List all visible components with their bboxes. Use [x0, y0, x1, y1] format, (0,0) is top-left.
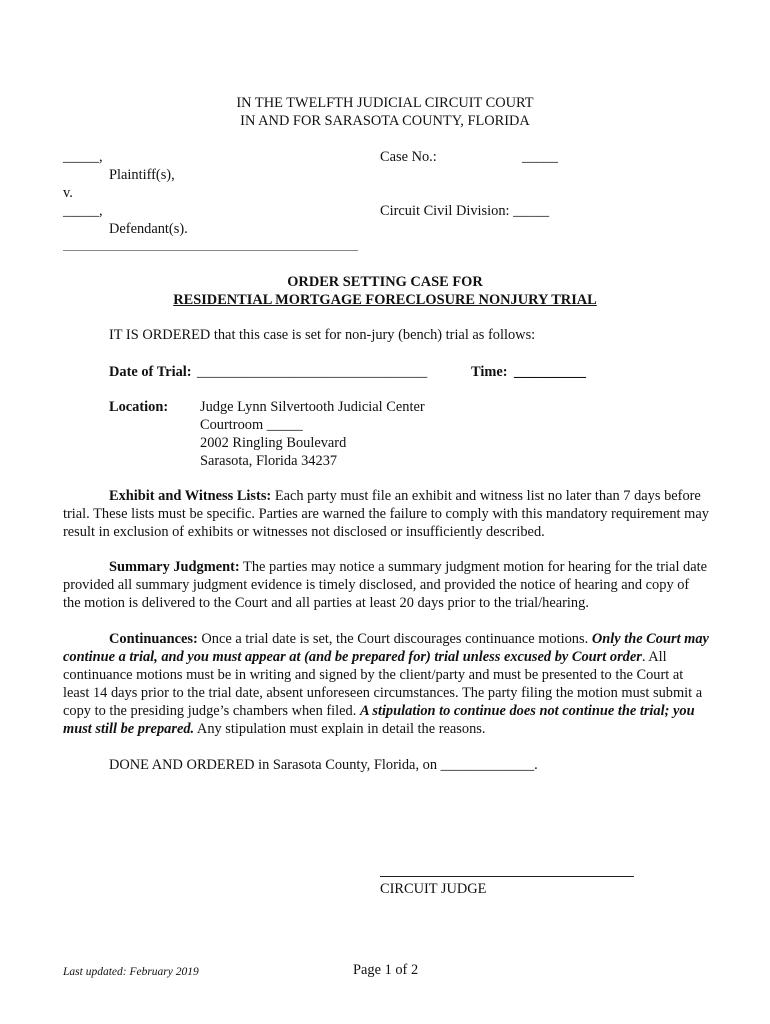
continuances-text-3: Any stipulation must explain in detail the reasons. — [194, 721, 486, 737]
location-line-2: Courtroom _____ — [200, 417, 303, 433]
court-name-line-2: IN AND FOR SARASOTA COUNTY, FLORIDA — [240, 113, 530, 129]
exhibit-paragraph — [63, 487, 710, 541]
defendant-label: Defendant(s). — [109, 221, 188, 237]
location-line-3: 2002 Ringling Boulevard — [200, 435, 347, 451]
trial-time-blank: __________ — [514, 364, 586, 380]
order-title-line-2: RESIDENTIAL MORTGAGE FORECLOSURE NONJURY TRIAL — [173, 292, 597, 308]
continuances-emphasis-2: A stipulation to continue does not continue the trial; you must still be prepared. — [63, 703, 695, 737]
location-line-4: Sarasota, Florida 34237 — [200, 453, 338, 469]
last-updated: Last updated: February 2019 — [63, 966, 199, 978]
signature-label: CIRCUIT JUDGE — [380, 881, 487, 897]
continuances-text-1: Once a trial date is set, the Court discourages continuance motions. — [197, 631, 592, 647]
division-label: Circuit Civil Division: _____ — [380, 203, 550, 219]
continuances-heading: Continuances: — [109, 631, 198, 647]
caption-separator — [63, 250, 358, 251]
done-and-ordered: DONE AND ORDERED in Sarasota County, Florida, on _____________. — [109, 757, 538, 773]
trial-time-label: Time: — [471, 364, 508, 380]
versus: v. — [63, 185, 73, 201]
page-number: Page 1 of 2 — [353, 962, 419, 978]
continuances-emphasis-1: Only the Court may continue a trial, and you must appear at (and be prepared for) trial unless excused by Court order — [63, 631, 709, 665]
exhibit-heading: Exhibit and Witness Lists: — [109, 488, 272, 504]
location-line-1: Judge Lynn Silvertooth Judicial Center — [200, 399, 425, 415]
location-label: Location: — [109, 399, 169, 415]
order-title-line-1: ORDER SETTING CASE FOR — [287, 274, 483, 290]
defendant-blank: _____, — [63, 203, 103, 219]
case-no-blank: _____ — [522, 149, 558, 165]
intro-text: IT IS ORDERED that this case is set for non-jury (bench) trial as follows: — [109, 327, 536, 343]
trial-date-blank: ________________________________ — [197, 364, 428, 380]
summary-text: The parties may notice a summary judgment motion for hearing for the trial date provided all summary judgment evidence is timely disclosed, and provided the notice of hearing and copy of the motion is delivered to the Court and all parties at least 20 days prior to the trial/hearing. — [63, 559, 708, 611]
plaintiff-label: Plaintiff(s), — [109, 167, 175, 183]
exhibit-text: Each party must file an exhibit and witness list no later than 7 days before trial. These lists must be specific. Parties are warned the failure to comply with this mandatory requirement may result in exclusion of exhibits or witnesses not disclosed or insufficiently described. — [63, 488, 709, 540]
case-no-label: Case No.: — [380, 149, 437, 165]
summary-paragraph — [63, 558, 710, 612]
plaintiff-blank: _____, — [63, 149, 103, 165]
summary-heading: Summary Judgment: — [109, 559, 240, 575]
continuances-paragraph — [63, 630, 710, 738]
court-name-line-1: IN THE TWELFTH JUDICIAL CIRCUIT COURT — [236, 95, 534, 111]
trial-date-label: Date of Trial: — [109, 364, 192, 380]
signature-line — [380, 876, 634, 877]
continuances-text-2: . All continuance motions must be in writing and signed by the client/party and must be presented to the Court at least 14 days prior to the trial date, absent unforeseen circumstances. The party filing the motion must submit a copy to the presiding judge’s chambers when filed. — [63, 649, 703, 719]
